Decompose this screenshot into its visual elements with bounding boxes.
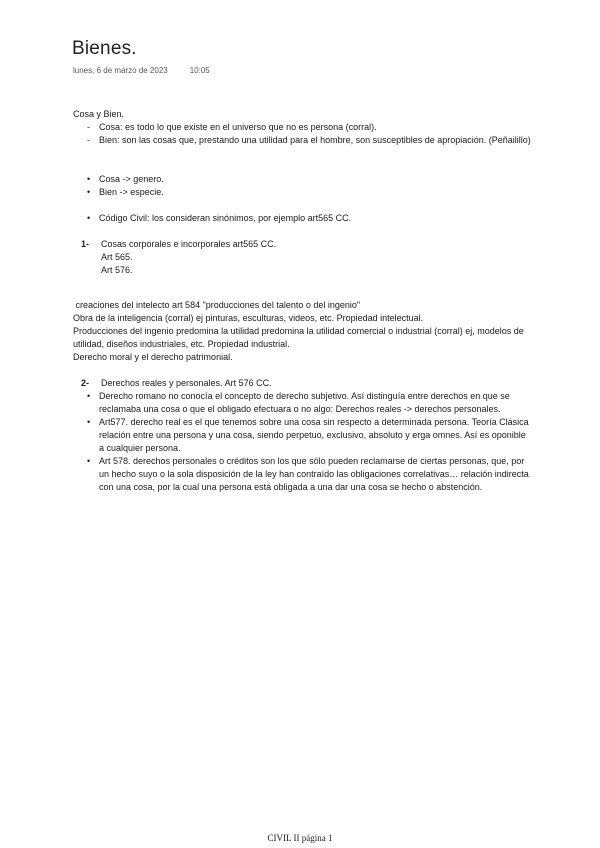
bullet-marker: • (87, 174, 91, 184)
dash-marker: - (87, 135, 90, 145)
dash-item (73, 134, 533, 147)
number-marker: 2- (81, 378, 90, 388)
bullet-item (73, 186, 533, 199)
paragraph-line: Obra de la inteligencia (corral) ej pinturas, esculturas, videos, etc. Propiedad intelectual. (73, 313, 424, 323)
number-marker: 1- (81, 239, 90, 249)
bullet-marker: • (87, 417, 91, 427)
numbered-text: Derechos reales y personales. Art 576 CC. (101, 378, 272, 388)
numbered-item (73, 238, 533, 251)
dash-item-text: Cosa: es todo lo que existe en el universo que no es persona (corral). (99, 122, 377, 132)
numbered-text: Cosas corporales e incorporales art565 CC. (101, 239, 277, 249)
bullet-item (73, 455, 533, 494)
page-footer: CIVIL II página 1 (267, 833, 333, 843)
section-heading: Cosa y Bien. (73, 109, 125, 119)
bullet-text: Bien -> especie. (99, 187, 164, 197)
paragraph-line: creaciones del intelecto art 584 "producciones del talento o del ingenio" (73, 300, 361, 310)
bullet-item (73, 212, 533, 225)
numbered-item (73, 377, 533, 390)
sub-line: Art 565. (101, 252, 133, 262)
paragraph-line: Derecho moral y el derecho patrimonial. (73, 352, 233, 362)
sub-line: Art 576. (101, 265, 133, 275)
dash-item (73, 121, 533, 134)
bullet-text: Código Civil: los consideran sinónimos, por ejemplo art565 CC. (99, 213, 352, 223)
bullet-marker: • (87, 187, 91, 197)
bullet-text: Cosa -> genero. (99, 174, 164, 184)
bullet-text: Art 578. derechos personales o créditos son los que sólo pueden reclamarse de ciertas personas, que, por un hecho suyo o la sola disposición de la ley han contraído las obligaciones correlativas… relación indirecta con una cosa, por la cual una persona está obligada a una dar una cosa se hecho o abstención. (99, 456, 529, 492)
bullet-item (73, 390, 533, 416)
bullet-item (73, 416, 533, 455)
bullet-marker: • (87, 456, 91, 466)
bullet-marker: • (87, 391, 91, 401)
bullet-marker: • (87, 213, 91, 223)
page-meta (73, 66, 210, 75)
page-time: 10:05 (189, 66, 210, 75)
note-content (73, 108, 533, 494)
bullet-text: Derecho romano no conocía el concepto de derecho subjetivo. Así distinguía entre derechos en que se reclamaba una cosa o que el obligado efectuara o no algo: Derechos reales -> derechos personales. (99, 391, 510, 414)
bullet-text: Art577. derecho real es el que tenemos sobre una cosa sin respecto a determinada persona. Teoría Clásica relación entre una persona y una cosa, siendo perpetuo, exclusivo, absoluto y erga omnes. Así es oponible a cualquier persona. (99, 417, 529, 453)
page-date: lunes, 6 de marzo de 2023 (73, 66, 168, 75)
paragraph-line: Producciones del ingenio predomina la utilidad predomina la utilidad comercial o industrial (corral) ej, modelos de utilidad, diseños industriales, etc. Propiedad industrial. (73, 326, 524, 349)
dash-marker: - (87, 122, 90, 132)
dash-item-text: Bien: son las cosas que, prestando una utilidad para el hombre, son susceptibles de apropiación. (Peñailillo) (99, 135, 531, 145)
page-title: Bienes. (72, 38, 137, 59)
bullet-item (73, 173, 533, 186)
